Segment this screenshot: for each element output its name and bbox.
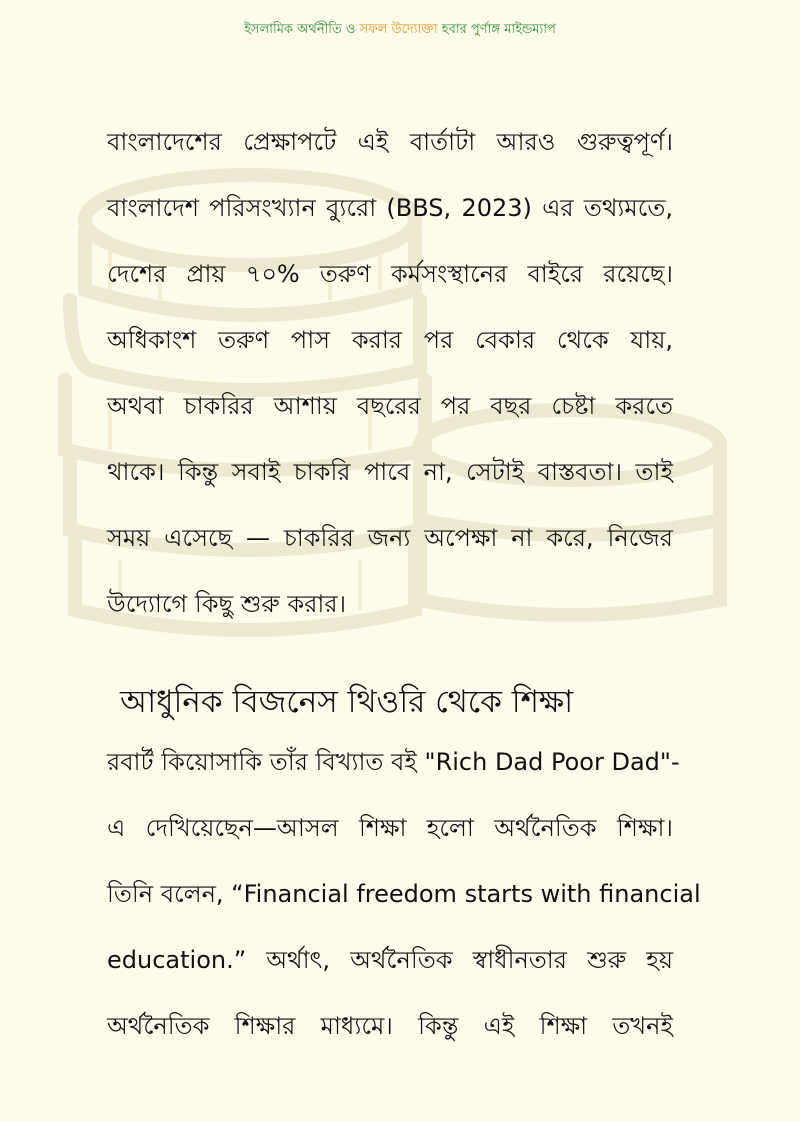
text-line: এ দেখিয়েছেন—আসল শিক্ষা হলো অর্থনৈতিক শিক্ষা। <box>107 814 673 842</box>
text-line: বাংলাদেশ পরিসংখ্যান ব্যুরো (BBS, 2023) এর তথ্যমতে, <box>107 194 673 222</box>
header-title-part1: ইসলামিক অর্থনীতি ও <box>244 22 360 37</box>
text-line: রবার্ট কিয়োসাকি তাঁর বিখ্যাত বই "Rich Dad Poor Dad"- <box>107 748 680 776</box>
text-line: সময় এসেছে — চাকরির জন্য অপেক্ষা না করে, নিজের <box>107 524 673 552</box>
section-heading: আধুনিক বিজনেস থিওরি থেকে শিক্ষা <box>120 684 574 720</box>
text-line: তিনি বলেন, “Financial freedom starts with financial <box>107 880 701 908</box>
text-line: অধিকাংশ তরুণ পাস করার পর বেকার থেকে যায়, <box>107 326 673 354</box>
text-line: অথবা চাকরির আশায় বছরের পর বছর চেষ্টা করতে <box>107 392 673 420</box>
text-line: উদ্যোগে কিছু শুরু করার। <box>107 590 347 618</box>
text-line: education.” অর্থাৎ, অর্থনৈতিক স্বাধীনতার শুরু হয় <box>107 946 673 974</box>
text-line: থাকে। কিন্তু সবাই চাকরি পাবে না, সেটাই বাস্তবতা। তাই <box>107 458 673 486</box>
paragraph-bangladesh-context <box>107 120 673 648</box>
text-line: অর্থনৈতিক শিক্ষার মাধ্যমে। কিন্তু এই শিক্ষা তখনই <box>107 1012 673 1040</box>
header-title-highlight: সফল উদ্যোক্তা <box>359 22 438 37</box>
text-line: বাংলাদেশের প্রেক্ষাপটে এই বার্তাটা আরও গুরুত্বপূর্ণ। <box>107 128 673 156</box>
header-title-part3: হবার পুর্ণাঙ্গ মাইন্ডম্যাপ <box>437 22 556 37</box>
text-line: দেশের প্রায় ৭০% তরুণ কর্মসংস্থানের বাইরে রয়েছে। <box>107 260 673 288</box>
paragraph-business-theory <box>107 740 701 1070</box>
page-header <box>0 20 800 41</box>
